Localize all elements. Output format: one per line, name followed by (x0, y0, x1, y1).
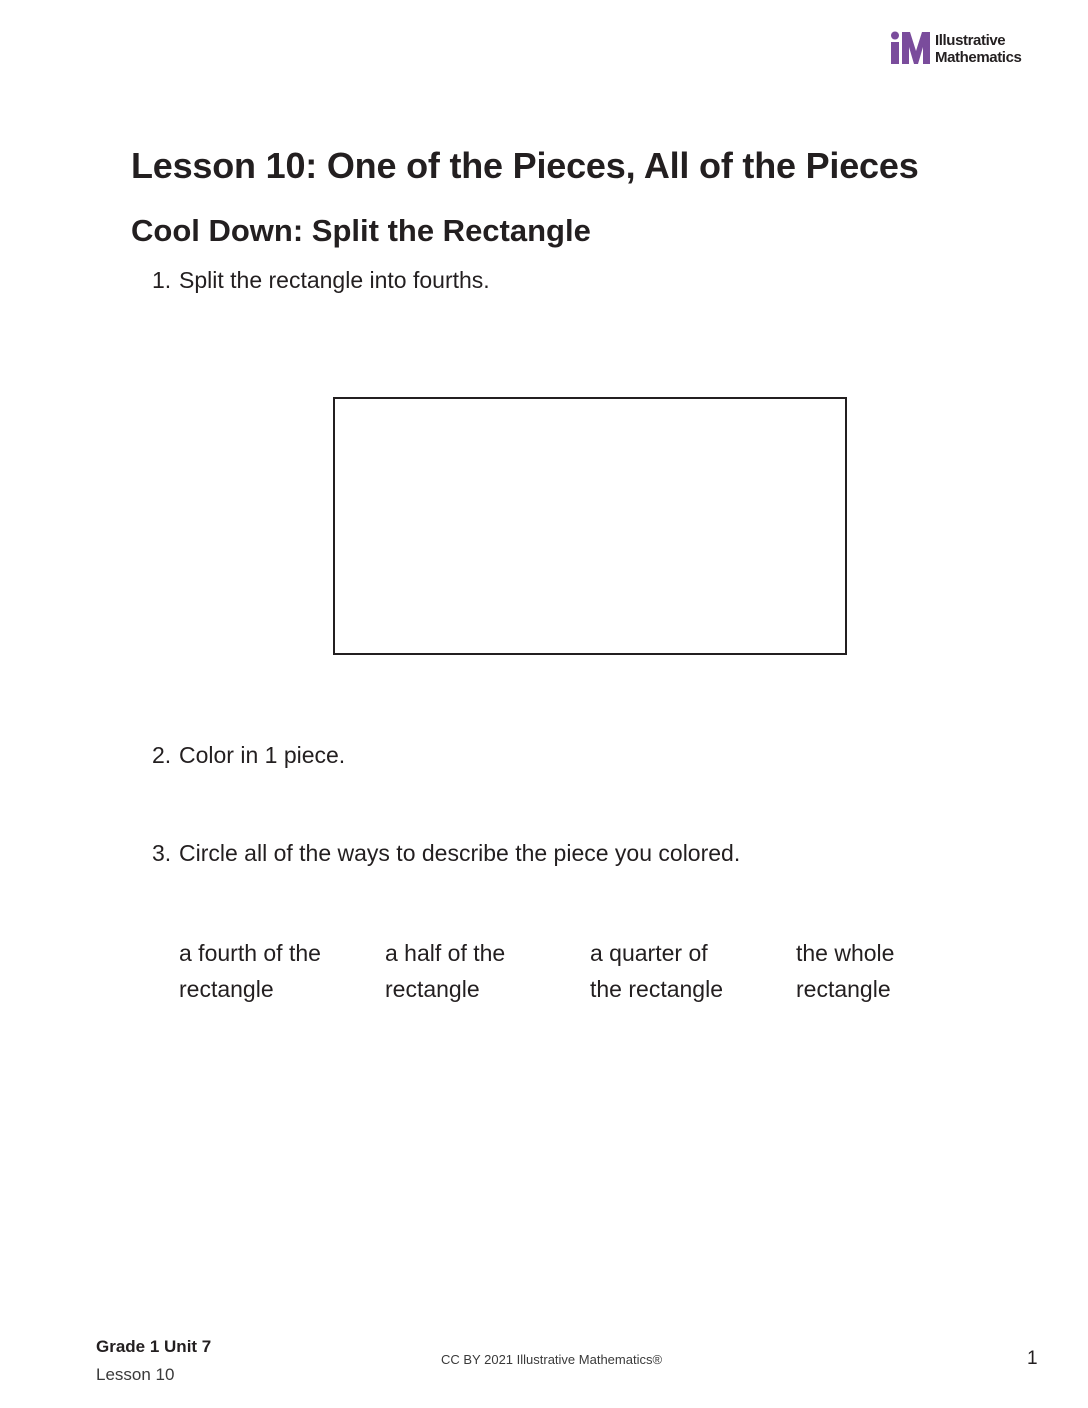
choice-line-2: rectangle (179, 976, 274, 1002)
choice-a-half[interactable] (385, 935, 575, 1007)
footer-grade-unit: Grade 1 Unit 7 (96, 1337, 212, 1356)
question-number: 3. (152, 840, 172, 866)
im-logo-mark-icon (889, 31, 931, 65)
footer-lesson: Lesson 10 (96, 1365, 175, 1384)
question-2 (152, 740, 345, 770)
question-text: Circle all of the ways to describe the piece you colored. (179, 840, 741, 866)
question-3 (152, 838, 740, 868)
lesson-title: Lesson 10: One of the Pieces, All of the Pieces (131, 145, 919, 186)
choice-line-2: rectangle (796, 976, 891, 1002)
choice-a-fourth[interactable] (179, 935, 369, 1007)
question-1 (152, 265, 490, 295)
question-text: Color in 1 piece. (179, 742, 346, 768)
logo-line-1: Illustrative (935, 32, 1006, 49)
illustrative-mathematics-logo (889, 31, 1049, 71)
choice-a-quarter[interactable] (590, 935, 780, 1007)
choice-line-1: a half of the (385, 940, 506, 966)
section-title: Cool Down: Split the Rectangle (131, 213, 591, 248)
choice-line-1: a fourth of the (179, 940, 321, 966)
question-number: 2. (152, 742, 172, 768)
choice-line-2: the rectangle (590, 976, 723, 1002)
rectangle-drawing-area[interactable] (333, 397, 847, 655)
page-number: 1 (1027, 1348, 1038, 1369)
choice-line-2: rectangle (385, 976, 480, 1002)
logo-wordmark (935, 32, 1021, 66)
logo-line-2: Mathematics (935, 49, 1022, 66)
footer-course-info (96, 1333, 211, 1389)
question-text: Split the rectangle into fourths. (179, 267, 490, 293)
footer-copyright: CC BY 2021 Illustrative Mathematics® (441, 1352, 663, 1367)
choice-line-1: a quarter of (590, 940, 708, 966)
question-number: 1. (152, 267, 172, 293)
choice-the-whole[interactable] (796, 935, 986, 1007)
choice-line-1: the whole (796, 940, 895, 966)
